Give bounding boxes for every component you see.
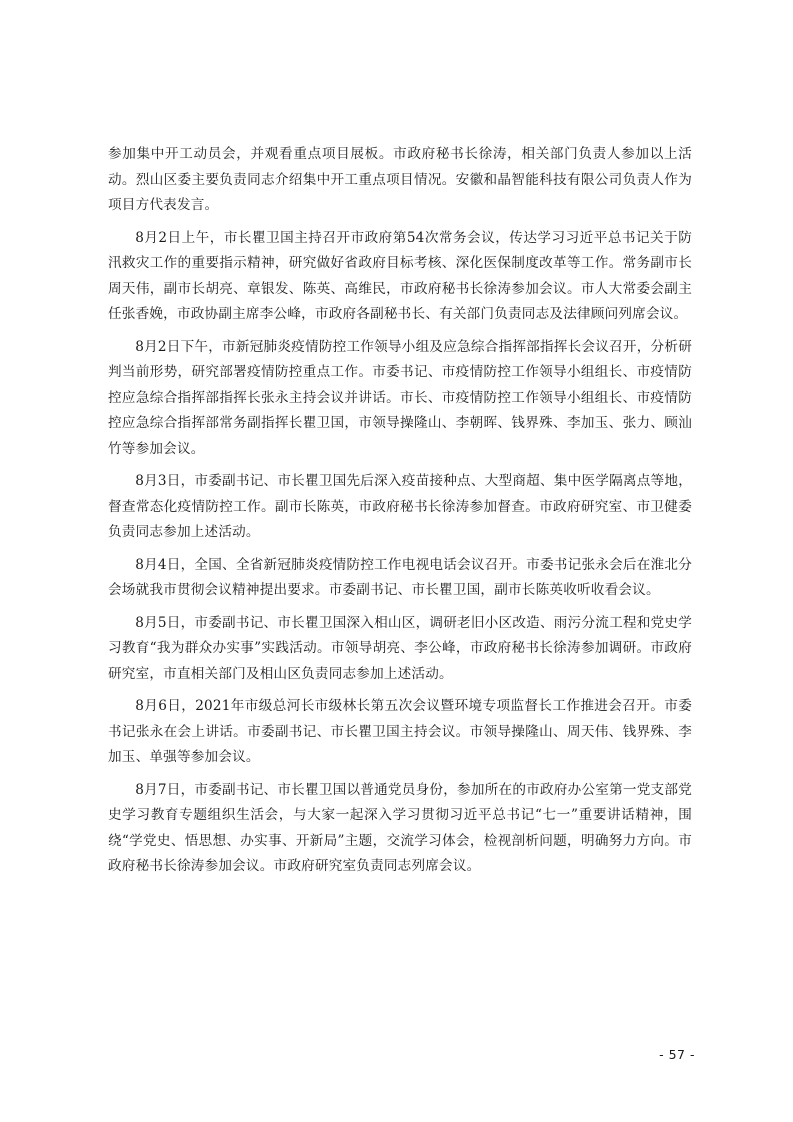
page-number: - 57 -	[659, 1047, 695, 1062]
paragraph-aug6: 8月6日，2021年市级总河长市级林长第五次会议暨环境专项监督长工作推进会召开。市委书记张永在会上讲话。市委副书记、市长瞿卫国主持会议。市领导操隆山、周天伟、钱界殊、李加玉、单强等参加会议。	[108, 698, 692, 765]
paragraph-aug3: 8月3日，市委副书记、市长瞿卫国先后深入疫苗接种点、大型商超、集中医学隔离点等地，督查常态化疫情防控工作。副市长陈英，市政府秘书长徐涛参加督查。市政府研究室、市卫健委负责同志参加上述活动。	[108, 473, 692, 540]
paragraph-aug5: 8月5日，市委副书记、市长瞿卫国深入相山区，调研老旧小区改造、雨污分流工程和党史学习教育“我为群众办实事”实践活动。市领导胡亮、李公峰，市政府秘书长徐涛参加调研。市政府研究室，市直相关部门及相山区负责同志参加上述活动。	[108, 614, 692, 682]
paragraph-aug2-morning: 8月2日上午，市长瞿卫国主持召开市政府第54次常务会议，传达学习习近平总书记关于防汛救灾工作的重要指示精神，研究做好省政府目标考核、深化医保制度改革等工作。常务副市长周天伟，副市长胡亮、章银发、陈英、高维民，市政府秘书长徐涛参加会议。市人大常委会副主任张香娩，市政协副主席李公峰，市政府各副秘书长、有关部门负责同志及法律顾问列席会议。	[108, 229, 692, 322]
paragraph-aug4: 8月4日，全国、全省新冠肺炎疫情防控工作电视电话会议召开。市委书记张永会后在淮北分会场就我市贯彻会议精神提出要求。市委副书记、市长瞿卫国，副市长陈英收听收看会议。	[108, 556, 692, 598]
paragraph-aug7: 8月7日，市委副书记、市长瞿卫国以普通党员身份，参加所在的市政府办公室第一党支部党史学习教育专题组织生活会，与大家一起深入学习贯彻习近平总书记“七一”重要讲话精神，围绕“学党史、悟思想、办实事、开新局”主题，交流学习体会，检视剖析问题，明确努力方向。市政府秘书长徐涛参加会议。市政府研究室负责同志列席会议。	[108, 781, 692, 874]
paragraph-aug2-afternoon: 8月2日下午，市新冠肺炎疫情防控工作领导小组及应急综合指挥部指挥长会议召开，分析研判当前形势，研究部署疫情防控重点工作。市委书记、市疫情防控工作领导小组组长、市疫情防控应急综合指挥部指挥长张永主持会议并讲话。市长、市疫情防控工作领导小组组长、市疫情防控应急综合指挥部常务副指挥长瞿卫国，市领导操隆山、李朝晖、钱界殊、李加玉、张力、顾汕竹等参加会议。	[108, 338, 692, 457]
document-body	[108, 142, 692, 887]
paragraph-continuation: 参加集中开工动员会，并观看重点项目展板。市政府秘书长徐涛，相关部门负责人参加以上活动。烈山区委主要负责同志介绍集中开工重点项目情况。安徽和晶智能科技有限公司负责人作为项目方代表发言。	[108, 146, 692, 213]
